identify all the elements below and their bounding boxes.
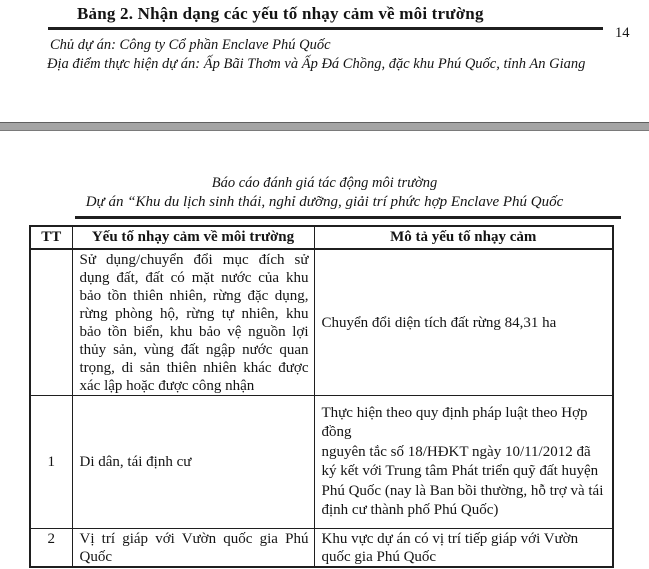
page-separator-bar bbox=[0, 122, 649, 131]
cell-description bbox=[314, 396, 613, 529]
table-row bbox=[30, 249, 613, 396]
table-row bbox=[30, 396, 613, 529]
header-cell-description: Mô tả yếu tố nhạy cảm bbox=[314, 226, 613, 249]
page-header-rule bbox=[75, 216, 621, 219]
cell-factor: Sử dụng/chuyển đổi mục đích sử dụng đất, đất có mặt nước của khu bảo tồn thiên nhiên, rừng đặc dụng, rừng phòng hộ, rừng tự nhiên, khu bảo tồn biển, khu bảo vệ nguồn lợi thủy sản, vùng đất ngập nước quan trọng, di sản thiên nhiên khác được xác lập hoặc được công nhận bbox=[72, 249, 314, 396]
description-line-1: Thực hiện theo quy định pháp luật theo Hợp đồng bbox=[321, 404, 588, 440]
footer-rule bbox=[48, 27, 603, 30]
sensitive-factors-table bbox=[29, 225, 614, 568]
project-name-line: Dự án “Khu du lịch sinh thái, nghỉ dưỡng, giải trí phức hợp Enclave Phú Quốc bbox=[85, 194, 564, 210]
cell-description: Khu vực dự án có vị trí tiếp giáp với Vườn quốc gia Phú Quốc bbox=[314, 529, 613, 568]
cell-description: Chuyển đổi diện tích đất rừng 84,31 ha bbox=[314, 249, 613, 396]
table-row bbox=[30, 529, 613, 568]
table-caption: Bảng 2. Nhận dạng các yếu tố nhạy cảm về môi trường bbox=[77, 4, 484, 23]
cell-factor: Vị trí giáp với Vườn quốc gia Phú Quốc bbox=[72, 529, 314, 568]
project-owner-line: Chủ dự án: Công ty Cổ phần Enclave Phú Quốc bbox=[50, 37, 331, 53]
page-number: 14 bbox=[615, 25, 630, 41]
table-header-row bbox=[30, 226, 613, 249]
cell-tt: 2 bbox=[30, 529, 72, 568]
cell-tt bbox=[30, 249, 72, 396]
header-cell-factor: Yếu tố nhạy cảm về môi trường bbox=[72, 226, 314, 249]
cell-factor: Di dân, tái định cư bbox=[72, 396, 314, 529]
report-title: Báo cáo đánh giá tác động môi trường bbox=[211, 175, 438, 191]
project-location-line: Địa điểm thực hiện dự án: Ấp Bãi Thơm và Ấp Đá Chồng, đặc khu Phú Quốc, tỉnh An Giang bbox=[47, 56, 586, 72]
description-line-2: nguyên tắc số 18/HĐKT ngày 10/11/2012 đã ký kết với Trung tâm Phát triển quỹ đất huyện Phú Quốc (nay là Ban bồi thường, hỗ trợ và tái định cư thành phố Phú Quốc) bbox=[321, 443, 604, 518]
cell-tt: 1 bbox=[30, 396, 72, 529]
header-cell-tt: TT bbox=[30, 226, 72, 249]
